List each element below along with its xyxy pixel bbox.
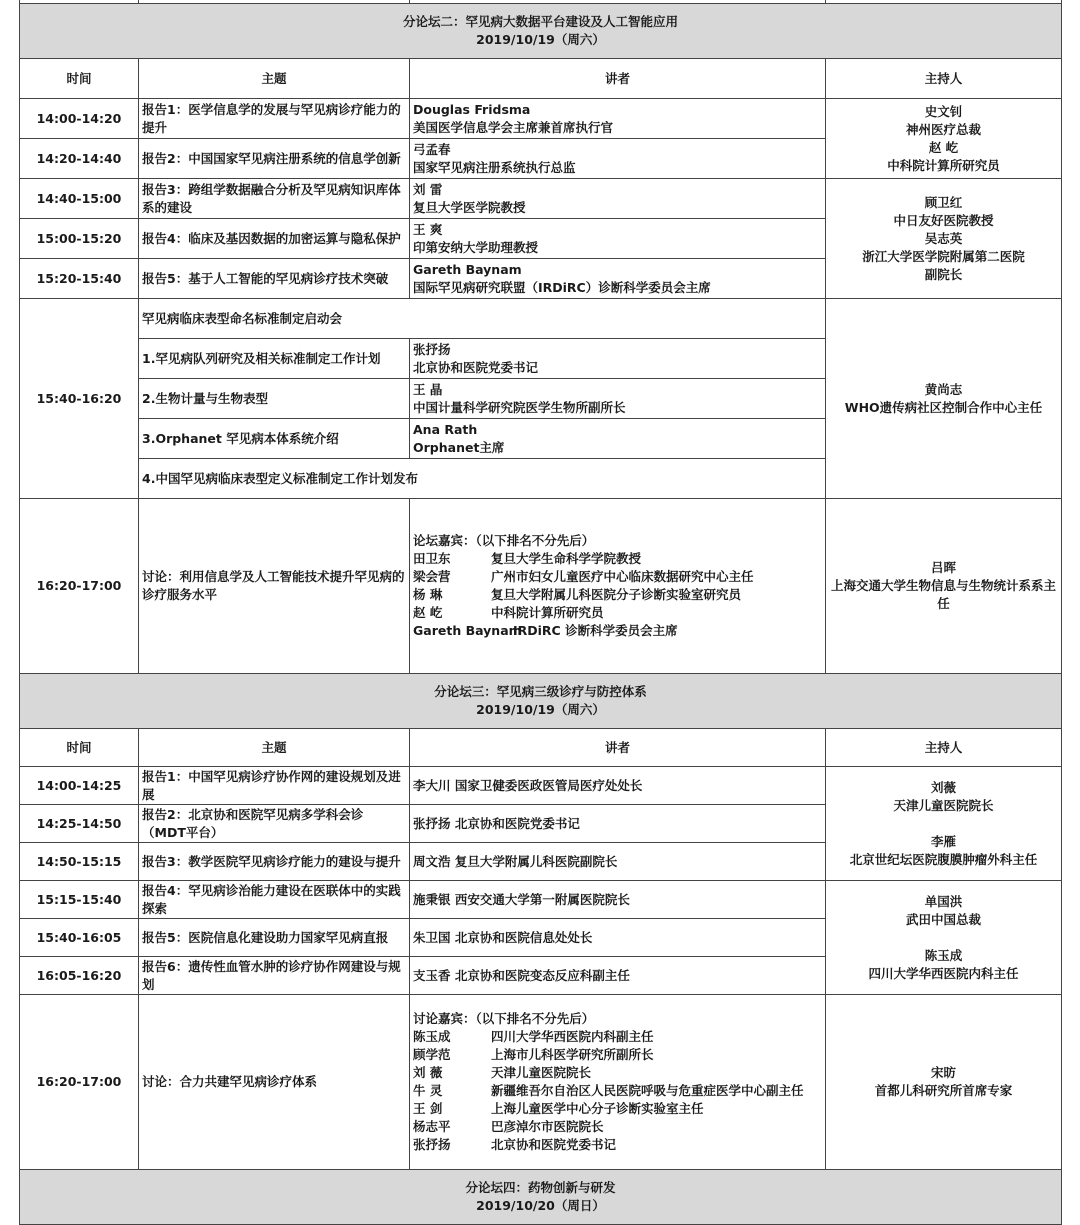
table-row <box>20 881 1062 919</box>
launch-host: 黄尚志 WHO遗传病社区控制合作中心主任 <box>826 299 1062 499</box>
session-time: 15:20-15:40 <box>20 259 139 299</box>
header-host: 主持人 <box>826 729 1062 767</box>
session-speaker: 弓孟春 国家罕见病注册系统执行总监 <box>410 139 826 179</box>
header-time: 时间 <box>20 59 139 99</box>
session-time: 16:05-16:20 <box>20 957 139 995</box>
session-speaker: Douglas Fridsma 美国医学信息学会主席兼首席执行官 <box>410 99 826 139</box>
session-host: 史文钊 神州医疗总裁 赵 屹 中科院计算所研究员 <box>826 99 1062 179</box>
session-speaker: 施秉银 西安交通大学第一附属医院院长 <box>410 881 826 919</box>
discussion-host: 吕晖 上海交通大学生物信息与生物统计系系主任 <box>826 499 1062 674</box>
table-row <box>20 99 1062 139</box>
header-speaker: 讲者 <box>410 729 826 767</box>
session-speaker: 周文浩 复旦大学附属儿科医院副院长 <box>410 843 826 881</box>
launch-item-topic: 1.罕见病队列研究及相关标准制定工作计划 <box>139 339 410 379</box>
discussion-guests <box>410 499 826 674</box>
forum2-header-row <box>20 59 1062 99</box>
guest-entry: 梁会营 广州市妇女儿童医疗中心临床数据研究中心主任 <box>413 569 754 584</box>
session-topic: 报告4：临床及基因数据的加密运算与隐私保护 <box>139 219 410 259</box>
session-time: 14:00-14:25 <box>20 767 139 805</box>
discussion-time: 16:20-17:00 <box>20 499 139 674</box>
header-host: 主持人 <box>826 59 1062 99</box>
session-topic: 报告3：教学医院罕见病诊疗能力的建设与提升 <box>139 843 410 881</box>
guest-entry: 田卫东 复旦大学生命科学学院教授 <box>413 551 642 566</box>
session-host: 刘薇 天津儿童医院院长 李雁 北京世纪坛医院腹膜肿瘤外科主任 <box>826 767 1062 881</box>
forum2-date: 2019/10/19（周六） <box>476 32 605 47</box>
guests-heading: 讨论嘉宾：（以下排名不分先后） <box>413 1011 595 1026</box>
forum4-banner <box>20 1170 1062 1225</box>
guest-entry: 顾学范 上海市儿科医学研究所副所长 <box>413 1047 654 1062</box>
session-time: 14:25-14:50 <box>20 805 139 843</box>
guest-entry: 张抒扬 北京协和医院党委书记 <box>413 1137 617 1152</box>
forum3-banner <box>20 674 1062 729</box>
session-time: 14:00-14:20 <box>20 99 139 139</box>
header-topic: 主题 <box>139 729 410 767</box>
session-time: 14:50-15:15 <box>20 843 139 881</box>
forum2-discussion-row <box>20 499 1062 674</box>
session-topic: 报告1：中国罕见病诊疗协作网的建设规划及进展 <box>139 767 410 805</box>
forum2-banner <box>20 4 1062 59</box>
session-speaker: 王 爽 印第安纳大学助理教授 <box>410 219 826 259</box>
launch-final-item: 4.中国罕见病临床表型定义标准制定工作计划发布 <box>139 459 826 499</box>
discussion-guests <box>410 995 826 1170</box>
launch-item-speaker: 张抒扬 北京协和医院党委书记 <box>410 339 826 379</box>
guest-entry: 牛 灵 新疆维吾尔自治区人民医院呼吸与危重症医学中心副主任 <box>413 1083 804 1098</box>
launch-item-speaker: 王 晶 中国计量科学研究院医学生物所副所长 <box>410 379 826 419</box>
table-row <box>20 179 1062 219</box>
session-speaker: Gareth Baynam 国际罕见病研究联盟（IRDiRC）诊断科学委员会主席 <box>410 259 826 299</box>
guest-entry: 刘 薇 天津儿童医院院长 <box>413 1065 592 1080</box>
discussion-time: 16:20-17:00 <box>20 995 139 1170</box>
forum3-header-row <box>20 729 1062 767</box>
forum3-title: 分论坛三：罕见病三级诊疗与防控体系 <box>434 684 647 699</box>
guest-entry: 赵 屹 中科院计算所研究员 <box>413 605 604 620</box>
session-topic: 报告1：医学信息学的发展与罕见病诊疗能力的提升 <box>139 99 410 139</box>
launch-item-topic: 3.Orphanet 罕见病本体系统介绍 <box>139 419 410 459</box>
session-topic: 报告2：中国国家罕见病注册系统的信息学创新 <box>139 139 410 179</box>
session-host: 单国洪 武田中国总裁 陈玉成 四川大学华西医院内科主任 <box>826 881 1062 995</box>
header-speaker: 讲者 <box>410 59 826 99</box>
guest-entry: 王 剑 上海儿童医学中心分子诊断实验室主任 <box>413 1101 704 1116</box>
session-speaker: 朱卫国 北京协和医院信息处处长 <box>410 919 826 957</box>
launch-item-topic: 2.生物计量与生物表型 <box>139 379 410 419</box>
session-speaker: 支玉香 北京协和医院变态反应科副主任 <box>410 957 826 995</box>
session-speaker: 刘 雷 复旦大学医学院教授 <box>410 179 826 219</box>
header-time: 时间 <box>20 729 139 767</box>
session-topic: 报告3：跨组学数据融合分析及罕见病知识库体系的建设 <box>139 179 410 219</box>
session-time: 15:40-16:05 <box>20 919 139 957</box>
forum3-date: 2019/10/19（周六） <box>476 702 605 717</box>
discussion-host: 宋昉 首都儿科研究所首席专家 <box>826 995 1062 1170</box>
session-topic: 报告5：医院信息化建设助力国家罕见病直报 <box>139 919 410 957</box>
guests-heading: 论坛嘉宾：（以下排名不分先后） <box>413 533 595 548</box>
launch-title: 罕见病临床表型命名标准制定启动会 <box>139 299 826 339</box>
launch-title-row <box>20 299 1062 339</box>
forum4-title: 分论坛四：药物创新与研发 <box>465 1180 616 1195</box>
session-time: 14:40-15:00 <box>20 179 139 219</box>
session-time: 15:00-15:20 <box>20 219 139 259</box>
discussion-topic: 讨论：合力共建罕见病诊疗体系 <box>139 995 410 1170</box>
session-speaker: 张抒扬 北京协和医院党委书记 <box>410 805 826 843</box>
session-topic: 报告4：罕见病诊治能力建设在医联体中的实践探索 <box>139 881 410 919</box>
session-time: 15:15-15:40 <box>20 881 139 919</box>
launch-item-speaker: Ana Rath Orphanet主席 <box>410 419 826 459</box>
session-topic: 报告2：北京协和医院罕见病多学科会诊（MDT平台） <box>139 805 410 843</box>
launch-time: 15:40-16:20 <box>20 299 139 499</box>
forum4-date: 2019/10/20（周日） <box>476 1198 605 1213</box>
guest-entry: 陈玉成 四川大学华西医院内科副主任 <box>413 1029 654 1044</box>
guest-entry: 杨 琳 复旦大学附属儿科医院分子诊断实验室研究员 <box>413 587 742 602</box>
session-topic: 报告5：基于人工智能的罕见病诊疗技术突破 <box>139 259 410 299</box>
guest-entry: Gareth Baynam IRDiRC 诊断科学委员会主席 <box>413 623 678 638</box>
forum3-discussion-row <box>20 995 1062 1170</box>
forum2-title: 分论坛二：罕见病大数据平台建设及人工智能应用 <box>402 14 678 29</box>
session-topic: 报告6：遗传性血管水肿的诊疗协作网建设与规划 <box>139 957 410 995</box>
session-host: 顾卫红 中日友好医院教授 吴志英 浙江大学医学院附属第二医院 副院长 <box>826 179 1062 299</box>
guest-entry: 杨志平 巴彦淖尔市医院院长 <box>413 1119 604 1134</box>
session-time: 14:20-14:40 <box>20 139 139 179</box>
schedule-table <box>19 0 1062 1225</box>
header-topic: 主题 <box>139 59 410 99</box>
session-speaker: 李大川 国家卫健委医政医管局医疗处处长 <box>410 767 826 805</box>
table-row <box>20 767 1062 805</box>
discussion-topic: 讨论：利用信息学及人工智能技术提升罕见病的诊疗服务水平 <box>139 499 410 674</box>
